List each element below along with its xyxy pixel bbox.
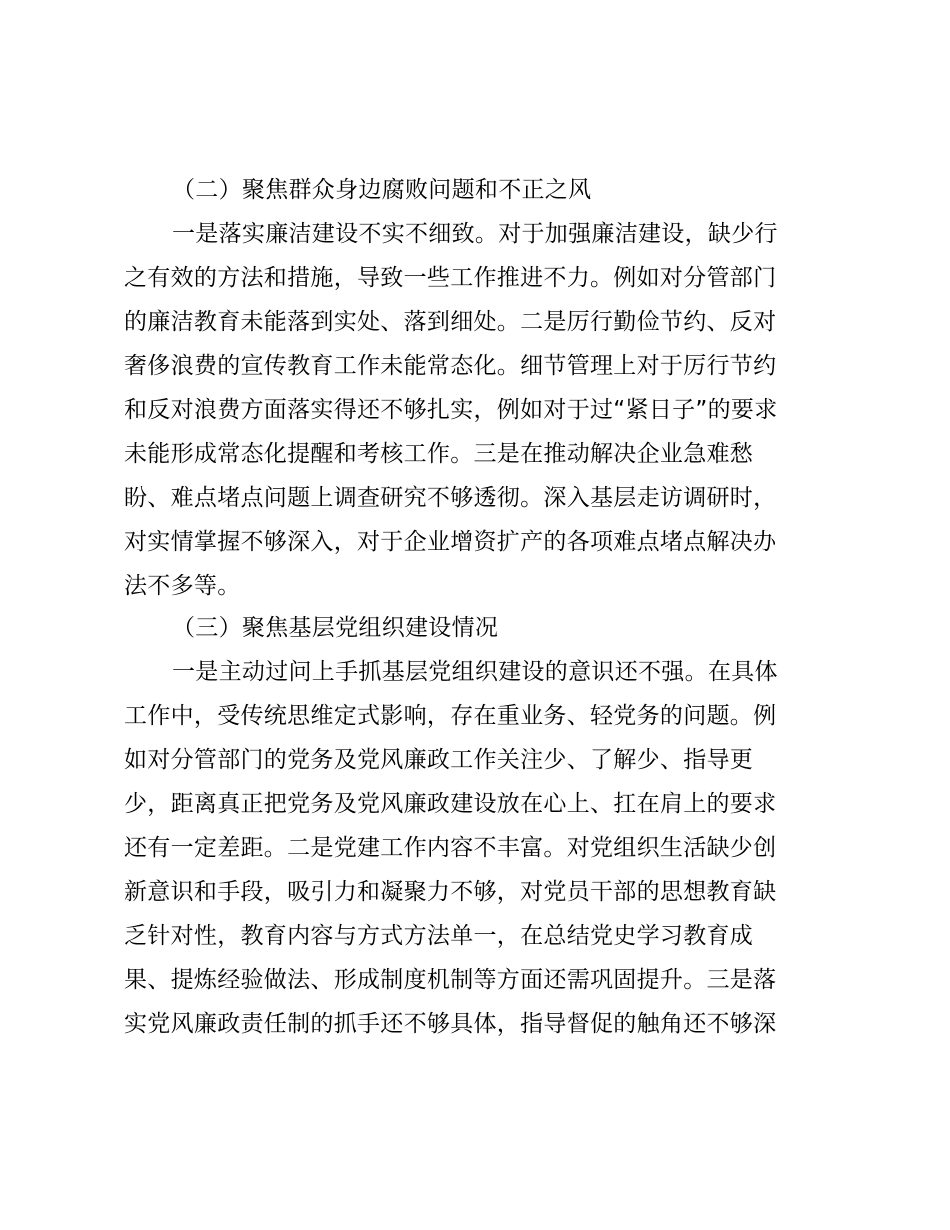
paragraph-line: 未能形成常态化提醒和考核工作。三是在推动解决企业急难愁 (124, 441, 754, 467)
paragraph-line: 奢侈浪费的宣传教育工作未能常态化。细节管理上对于厉行节约 (124, 353, 777, 379)
paragraph-line: 还有一定差距。二是党建工作内容不丰富。对党组织生活缺少创 (124, 835, 777, 861)
paragraph-line: 新意识和手段，吸引力和凝聚力不够，对党员干部的思想教育缺 (124, 879, 777, 905)
paragraph-line: 乏针对性，教育内容与方式方法单一，在总结党史学习教育成 (124, 923, 754, 949)
paragraph-line: 一是落实廉洁建设不实不细致。对于加强廉洁建设，缺少行 (172, 221, 778, 247)
paragraph-line: 如对分管部门的党务及党风廉政工作关注少、了解少、指导更 (124, 747, 754, 773)
paragraph-line: 果、提炼经验做法、形成制度机制等方面还需巩固提升。三是落 (124, 967, 777, 993)
paragraph-line: 实党风廉政责任制的抓手还不够具体，指导督促的触角还不够深 (124, 1011, 777, 1037)
paragraph-line: 之有效的方法和措施，导致一些工作推进不力。例如对分管部门 (124, 265, 777, 291)
paragraph-line: 少，距离真正把党务及党风廉政建设放在心上、扛在肩上的要求 (124, 791, 777, 817)
section-heading: （二）聚焦群众身边腐败问题和不正之风 (172, 177, 592, 203)
paragraph-line: 一是主动过问上手抓基层党组织建设的意识还不强。在具体 (172, 659, 778, 685)
paragraph-line: 法不多等。 (124, 573, 241, 599)
paragraph-line: 盼、难点堵点问题上调查研究不够透彻。深入基层走访调研时， (124, 485, 777, 511)
paragraph-line: 的廉洁教育未能落到实处、落到细处。二是厉行勤俭节约、反对 (124, 309, 777, 335)
paragraph-line: 工作中，受传统思维定式影响，存在重业务、轻党务的问题。例 (124, 703, 777, 729)
section-heading: （三）聚焦基层党组织建设情况 (172, 615, 499, 641)
paragraph-line: 对实情掌握不够深入，对于企业增资扩产的各项难点堵点解决办 (124, 529, 777, 555)
paragraph-line: 和反对浪费方面落实得还不够扎实，例如对于过“紧日子”的要求 (124, 397, 778, 423)
